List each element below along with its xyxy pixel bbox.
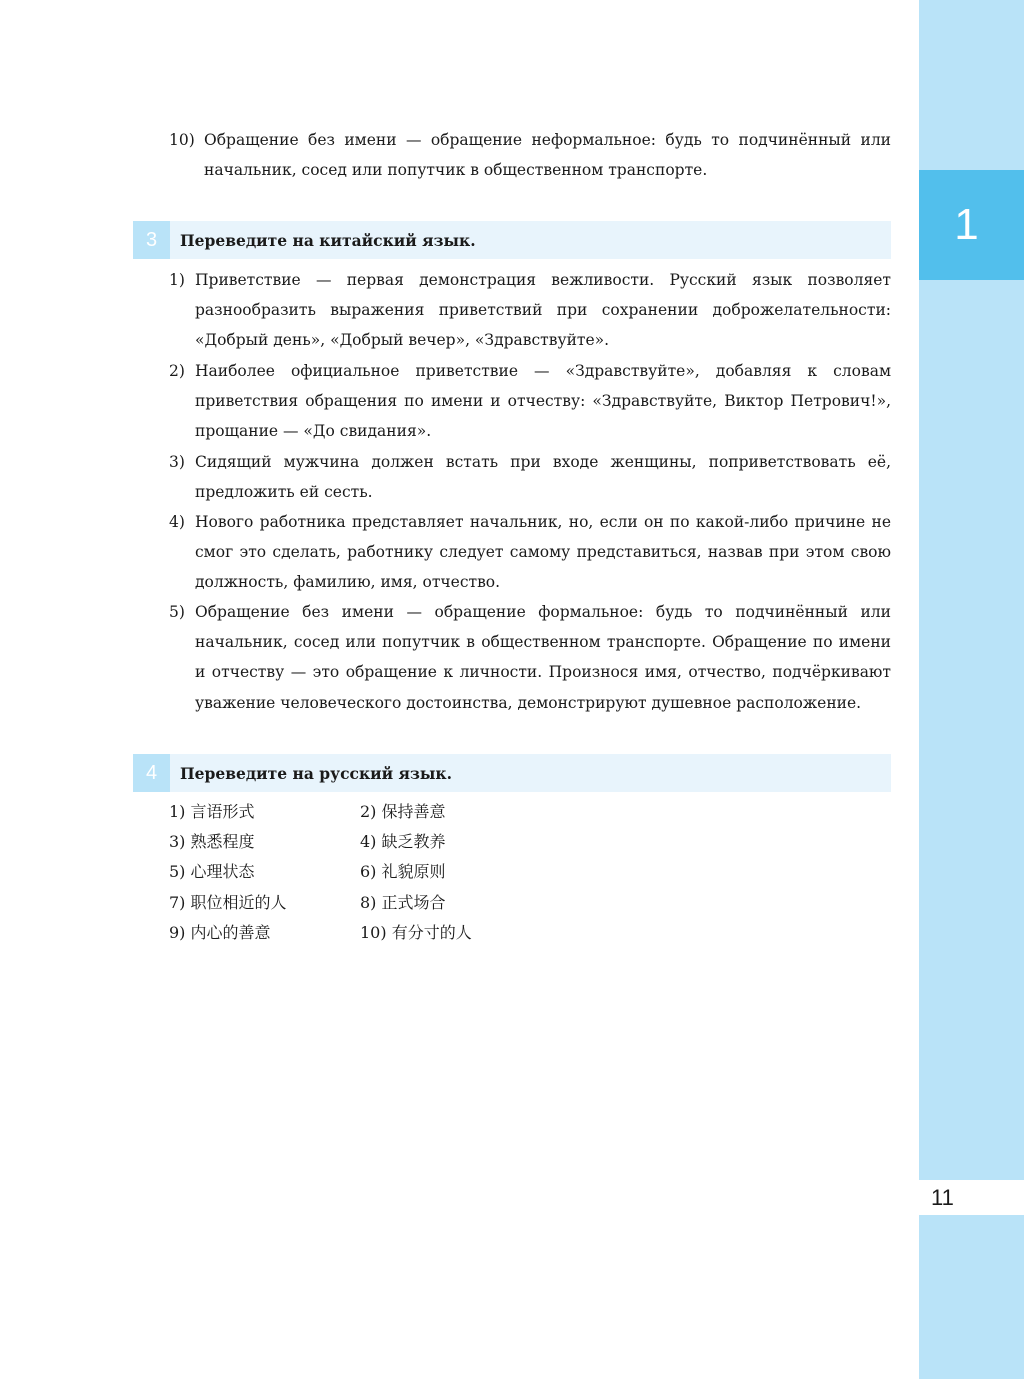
section-title: Переведите на китайский язык. (180, 230, 476, 250)
section-number: 3 (133, 221, 170, 259)
vocab-item: 3) 熟悉程度 (169, 832, 255, 852)
prev-item (169, 125, 891, 185)
vocab-item: 4) 缺乏教养 (360, 832, 446, 852)
exercise-item (169, 447, 891, 507)
item-text: Нового работника представляет начальник, но, если он по какой-либо причине не смог это сделать, работнику следует самому представиться, назвав при этом свою должность, фамилию, имя, отчество. (195, 513, 891, 592)
vocab-list (169, 797, 569, 948)
vocab-item: 6) 礼貌原则 (360, 862, 446, 882)
item-number: 3) (169, 453, 185, 471)
item-number: 1) (169, 271, 185, 289)
vocab-item: 10) 有分寸的人 (360, 922, 472, 942)
item-text: Сидящий мужчина должен встать при входе женщины, поприветствовать её, предложить ей сесть. (195, 453, 891, 502)
chapter-tab: 1 (919, 170, 1024, 280)
vocab-item: 9) 内心的善意 (169, 922, 271, 942)
vocab-item: 7) 职位相近的人 (169, 892, 287, 912)
vocab-item: 8) 正式场合 (360, 892, 446, 912)
exercise-item (169, 265, 891, 356)
vocab-item: 2) 保持善意 (360, 802, 446, 821)
section-title: Переведите на русский язык. (180, 763, 452, 783)
item-number: 2) (169, 362, 185, 380)
item-text: Обращение без имени — обращение неформальное: будь то подчинённый или начальник, сосед или попутчик в общественном транспорте. (204, 131, 891, 180)
vocab-item: 5) 心理状态 (169, 862, 255, 882)
item-number: 5) (169, 603, 185, 621)
item-text: Наиболее официальное приветствие — «Здравствуйте», добавляя к словам приветствия обращения по имени и отчеству: «Здравствуйте, Виктор Петрович!», прощание — «До свидания». (195, 362, 891, 441)
item-text: Обращение без имени — обращение формальное: будь то подчинённый или начальник, сосед или попутчик в общественном транспорте. Обращение по имени и отчеству — это обращение к личности. Произнося имя, отчество, подчёркивают уважение человеческого достоинства, демонстрируют душевное расположение. (195, 603, 891, 712)
section-4-header (133, 754, 891, 792)
section-3-header (133, 221, 891, 259)
exercise-item (169, 356, 891, 447)
vocab-item: 1) 言语形式 (169, 802, 255, 821)
exercise-item (169, 507, 891, 598)
page-number: 11 (919, 1180, 1024, 1215)
section-number: 4 (133, 754, 170, 792)
item-number: 10) (169, 131, 195, 149)
item-text: Приветствие — первая демонстрация вежливости. Русский язык позволяет разнообразить выражения приветствий при сохранении доброжелательности: «Добрый день», «Добрый вечер», «Здравствуйте». (195, 271, 891, 350)
item-number: 4) (169, 513, 185, 531)
exercise-item (169, 597, 891, 718)
